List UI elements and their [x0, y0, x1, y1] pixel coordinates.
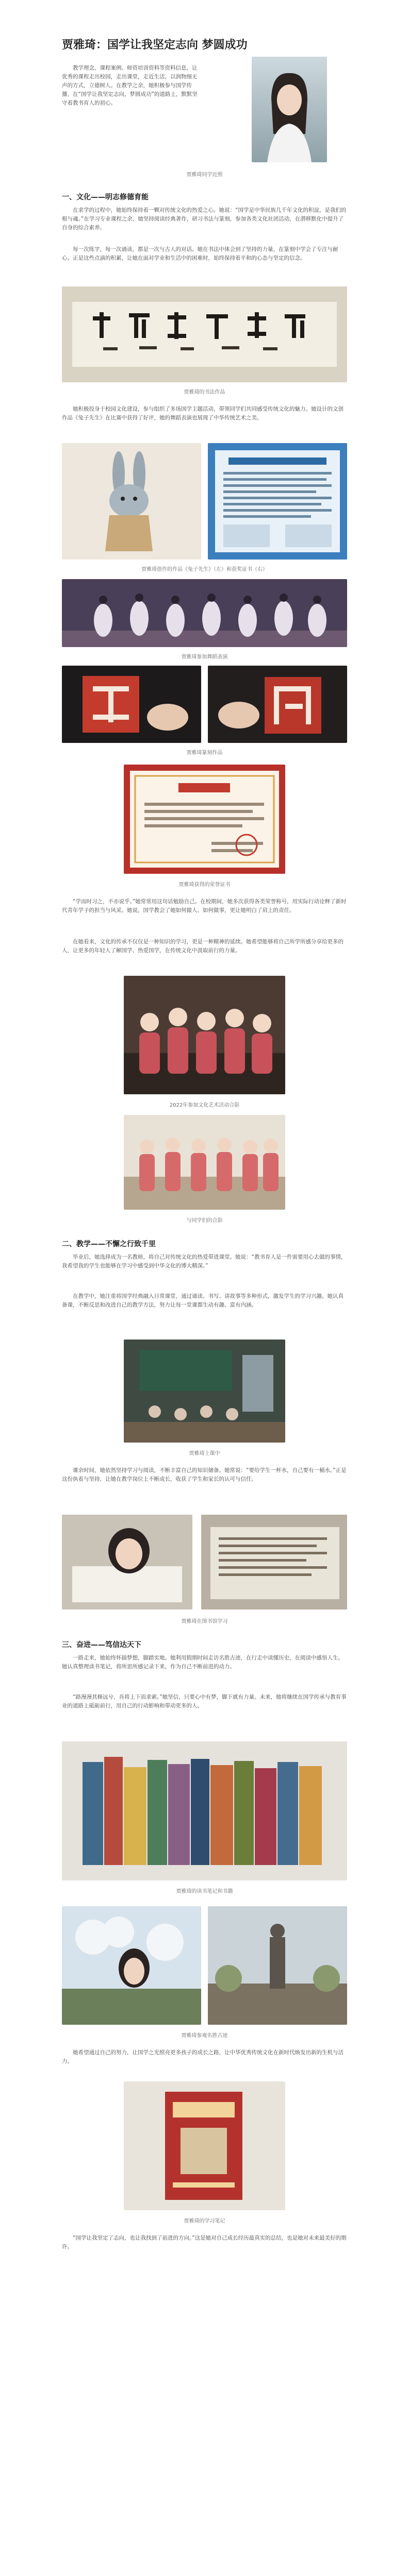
mascot-photo — [62, 443, 201, 560]
caption-books: 贾雅琦的读书笔记和书籍 — [176, 1889, 233, 1894]
caption-book-cover: 贾雅琦的学习笔记 — [184, 2218, 225, 2224]
caption-dance: 贾雅琦参加舞蹈表演 — [181, 654, 228, 660]
section-heading-progress: 三、奋进——笃信达天下 — [62, 1641, 141, 1649]
caption-mascot: 贾雅琦创作的作品《兔子先生》（左）和获奖证书（右） — [141, 567, 268, 572]
group-photo-1 — [124, 976, 285, 1094]
section-heading-culture: 一、文化——明志修德育能 — [62, 193, 149, 201]
section1-paragraph-4: “学而时习之，不亦说乎。”她常常用这句话勉励自己。在校期间，她多次获得各类荣誉称号，用实际行动诠释了新时代青年学子的担当与风采。她说，国学教会了她如何做人、如何做事，更让她明白了肩上的责任。 — [62, 899, 347, 913]
travel-photo-1 — [62, 1906, 201, 2025]
section3-paragraph-4: “国学让我坚定了志向，也让我找到了前进的方向。”这是她对自己成长经历最真实的总结，也是她对未来最美好的期许。 — [62, 2235, 347, 2250]
book-cover-photo — [124, 2081, 285, 2210]
caption-certificate: 贾雅琦获得的荣誉证书 — [178, 882, 231, 888]
caption-group1: 2022年参加文化艺术活动合影 — [169, 1103, 240, 1108]
caption-seal: 贾雅琦篆刻作品 — [186, 750, 223, 756]
caption-travel: 贾雅琦参观名胜古迹 — [181, 2033, 228, 2039]
certificate-photo — [124, 765, 285, 874]
section1-paragraph-2: 每一次练字，每一次诵读，都是一次与古人的对话。她在书法中体会到了坚持的力量，在篆刻中学会了专注与耐心。正是这些点滴的积累，让她在面对学业和生活中的困难时，始终保持着平和的心态与坚定的信念。 — [62, 246, 338, 261]
calligraphy-photo — [62, 286, 347, 382]
caption-study: 贾雅琦在图书馆学习 — [181, 1619, 228, 1624]
section-heading-teaching: 二、教学——不懈之行致千里 — [62, 1240, 156, 1248]
seal-carving-photo-2 — [208, 666, 347, 743]
section2-paragraph-2: 在教学中，她注重将国学经典融入日常课堂，通过诵读、书写、讲故事等多种形式，激发学生的学习兴趣。她认真备课，不断反思和改进自己的教学方法，努力让每一堂课都生动有趣、富有内涵。 — [62, 1293, 343, 1308]
section2-paragraph-1: 毕业后，她选择成为一名教师，将自己对传统文化的热爱带进课堂。她说：“教书育人是一件需要用心去做的事情，我希望我的学生也能够在学习中感受到中华文化的博大精深。” — [62, 1254, 347, 1269]
caption-calligraphy: 贾雅琦的书法作品 — [184, 389, 225, 395]
section1-paragraph-1: 在求学的过程中，她始终保持着一颗对传统文化的热爱之心。她说：“国学是中华民族几千年文化的积淀，是我们的根与魂。”在学习专业课程之余，她坚持阅读经典著作，研习书法与篆刻，参加各类文化社团活动，在潜移默化中提升了自身的综合素养。 — [62, 207, 347, 231]
study-photo-2 — [201, 1515, 347, 1609]
award-poster-photo — [208, 443, 347, 560]
section2-paragraph-3: 课余时间，她依然坚持学习与阅读，不断丰富自己的知识储备。她常说：“要给学生一杯水，自己要有一桶水。”正是这份执着与坚持，让她在教学岗位上不断成长，收获了学生和家长的认可与信任。 — [62, 1467, 347, 1482]
section3-paragraph-1: 一路走来，她始终怀揣梦想，脚踏实地。她利用假期时间走访名胜古迹，在行走中读懂历史，在阅读中感悟人生。她认真整理读书笔记，将所思所感记录下来，作为自己不断前进的动力。 — [62, 1655, 343, 1670]
section1-paragraph-5: 在她看来，文化的传承不仅仅是一种知识的学习，更是一种精神的延续。她希望能够将自己所学所感分享给更多的人，让更多的年轻人了解国学、热爱国学，在传统文化中汲取前行的力量。 — [62, 939, 343, 954]
caption-group2: 与同学们的合影 — [186, 1218, 223, 1224]
caption-portrait: 贾雅琦同学近照 — [186, 172, 223, 178]
study-photo-1 — [62, 1515, 192, 1609]
seal-carving-photo-1 — [62, 666, 201, 743]
dance-photo — [62, 579, 347, 647]
intro-paragraph: 教学理念、课程案例、师资培训资料等资料信息，让优秀的课程走出校园，走出课堂，走近生活，以润物细无声的方式，立德树人。在教学之余，她积极参与国学传播，在“国学让我坚定志向，梦圆成功”的道路上，默默坚守着教书育人的初心。 — [62, 65, 198, 106]
group-photo-2 — [124, 1115, 285, 1210]
section3-paragraph-3: 她希望通过自己的努力，让国学之光照亮更多孩子的成长之路，让中华优秀传统文化在新时代焕发出新的生机与活力。 — [62, 2049, 343, 2064]
caption-teaching: 贾雅琦上课中 — [189, 1451, 220, 1456]
travel-photo-2 — [208, 1906, 347, 2025]
classroom-photo — [124, 1340, 285, 1443]
section1-paragraph-3: 她积极投身于校园文化建设，参与组织了多场国学主题活动，带领同学们共同感受传统文化的魅力。她设计的文创作品《兔子先生》在比赛中获得了好评，她的舞蹈表演也展现了中华传统艺术之美。 — [62, 406, 343, 421]
section3-paragraph-2: “路漫漫其修远兮，吾将上下而求索。”她坚信，只要心中有梦，脚下就有力量。未来，她将继续在国学传承与教育事业的道路上砥砺前行，用自己的行动影响和带动更多的人。 — [62, 1694, 347, 1709]
books-photo — [62, 1741, 347, 1880]
portrait-photo — [252, 57, 327, 162]
article-title: 贾雅琦：国学让我坚定志向 梦圆成功 — [62, 39, 248, 52]
